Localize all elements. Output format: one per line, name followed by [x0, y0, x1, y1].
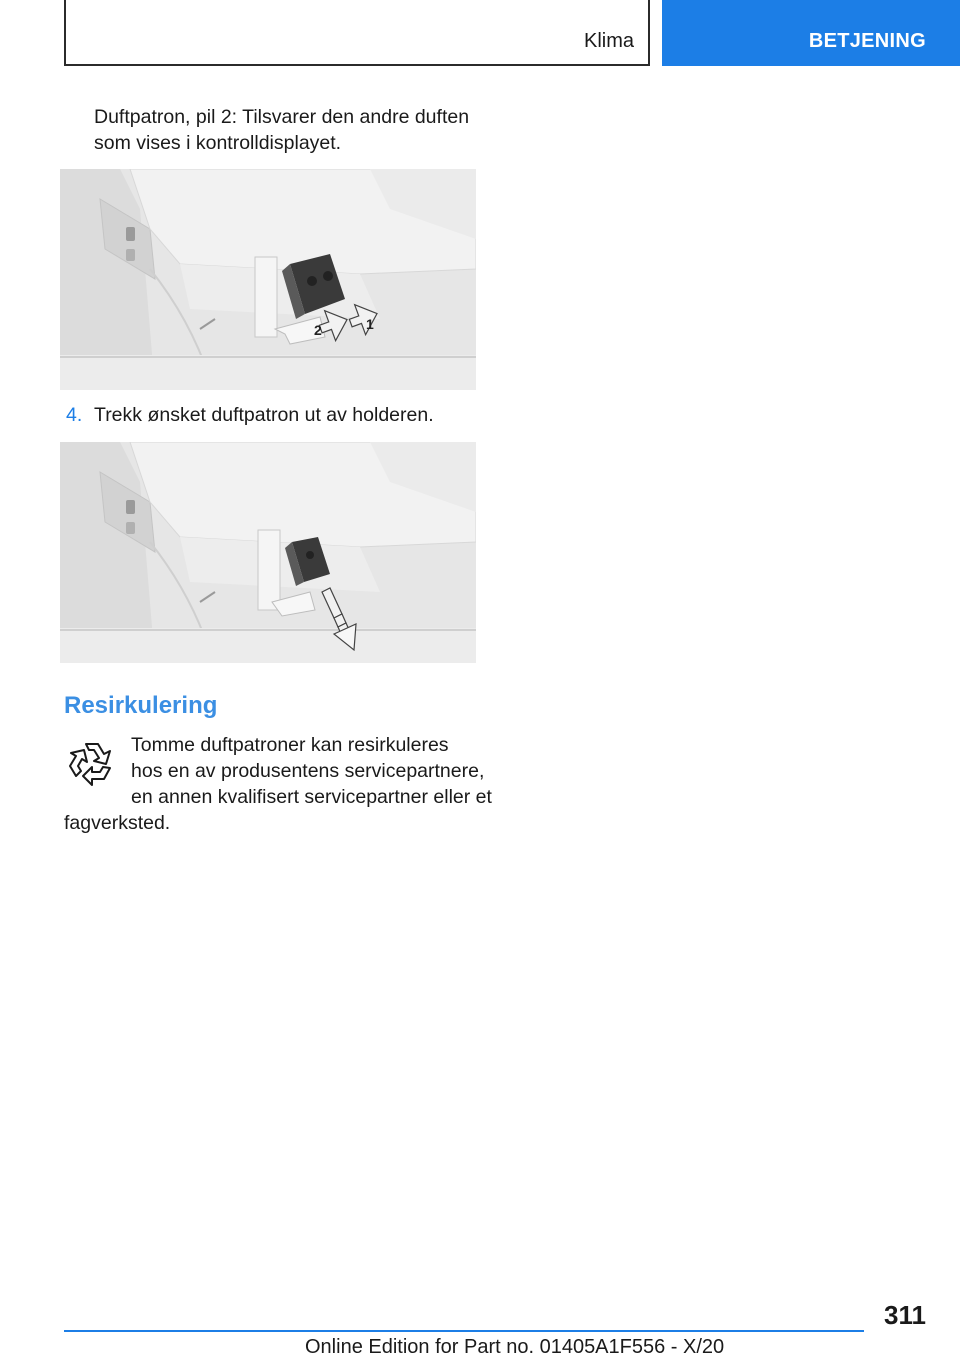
page-number: 311: [884, 1300, 926, 1330]
intro-line: Duftpatron, pil 2: Tilsvarer den andre duften: [94, 106, 470, 128]
arrow-label: 1: [366, 316, 374, 332]
footer-divider: [64, 1330, 864, 1332]
recycling-text-line: en annen kvalifisert servicepartner eller et: [131, 786, 492, 808]
figure-cartridge-arrows: [60, 169, 476, 390]
recycle-icon: [66, 738, 118, 790]
figure-cartridge-removal: [60, 442, 476, 663]
recycling-text-line: fagverksted.: [64, 812, 171, 834]
arrow-label: 2: [314, 322, 322, 338]
section-heading-recycling: Resirkulering: [64, 692, 218, 719]
section-title: BETJENING: [808, 30, 926, 52]
step-text: Trekk ønsket duftpatron ut av holderen.: [94, 404, 434, 426]
intro-paragraph: [94, 104, 484, 156]
cartridge-removal-illustration: [60, 442, 476, 663]
cartridge-illustration: [60, 169, 476, 390]
footer-edition-text: Online Edition for Part no. 01405A1F556 - X/20: [305, 1336, 725, 1358]
recycling-text-line: Tomme duftpatroner kan resirkuleres: [131, 734, 449, 756]
step-number: 4.: [66, 404, 83, 426]
header-section-tab: [662, 0, 960, 66]
intro-line: som vises i kontrolldisplayet.: [94, 132, 342, 154]
header-chapter-box: [64, 0, 650, 66]
recycling-text-line: hos en av produsentens servicepartnere,: [131, 760, 485, 782]
chapter-title: Klima: [583, 30, 634, 52]
